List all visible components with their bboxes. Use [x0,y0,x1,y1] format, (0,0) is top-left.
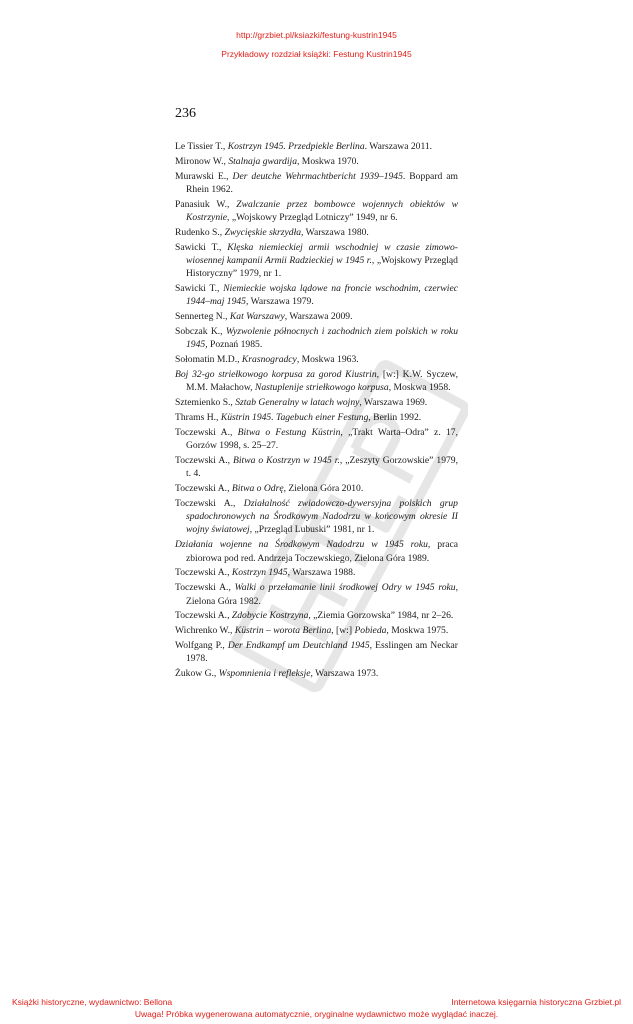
entry-text: Thrams H., [175,412,221,424]
bibliography-entry [175,368,458,394]
entry-title: Zwalczanie przez bombowce wojennych obiektów w Kostrzynie [186,198,458,224]
entry-text: , „Zeszyty Gorzowskie” 1979, t. 4. [186,455,458,480]
bibliography-entry [175,482,458,495]
sample-chapter-note: Przykładowy rozdział książki: Festung Kustrin1945 [221,49,412,59]
bibliography-entry [175,411,458,424]
entry-text: Toczewski A., [175,498,244,510]
bibliography-entry [175,426,458,452]
entry-text: Sobczak K., [175,326,226,338]
entry-text: , „Przegląd Lubuski” 1981, nr 1. [249,524,375,536]
entry-title: Sztab Generalny w latach wojny [235,397,360,409]
entry-title: Bitwa o Festung Küstrin [237,427,341,438]
bibliography-entry [175,639,458,665]
entry-text: Rudenko S., [175,226,225,238]
entry-title: Kostrzyn 1945. Przedpiekle Berlina [227,141,365,152]
bibliography-entry [175,454,458,480]
entry-text: Toczewski A., [175,567,232,579]
entry-text: Mironow W., [175,155,229,167]
entry-title: Der Endkampf um Deutchland 1945 [227,640,370,652]
entry-title: Działalność zwiadowczo-dywersyjna polskich grup spadochronowych na Środkowym Nadodrzu w końcowym okresie II wojny światowej [186,498,458,536]
entry-title: Zwycięskie skrzydła [224,226,302,238]
entry-title: Kat Warszawy [229,311,285,323]
entry-title: Kostrzyn 1945 [231,567,288,579]
bibliography-entry [175,282,458,308]
entry-title: Der deutche Wehrmachtbericht 1939–1945 [232,170,403,182]
entry-title: Boj 32-go striełkowogo korpusa za gorod Kiustrin [175,369,377,381]
footer-bookstore[interactable]: Internetowa księgarnia historyczna Grzbiet.pl [451,997,621,1007]
entry-text: Toczewski A., [175,610,232,622]
entry-title: Pobieda [354,625,387,637]
entry-text: Le Tissier T., [175,141,228,152]
bibliography-entry [175,198,458,224]
entry-text: , Esslingen am Neckar 1978. [186,640,458,665]
entry-text: , Warszawa 1979. [245,296,314,308]
entry-text: Sawicki T., [175,241,228,253]
entry-text: Wolfgang P., [175,640,228,652]
entry-title: Küstrin – worota Berlina [234,625,332,637]
entry-title: Bitwa o Odrę [231,483,284,495]
entry-text: Sztemienko S., [175,397,236,409]
bibliography-list [175,140,458,682]
entry-text: , Zielona Góra 1982. [186,582,458,607]
entry-text: , Moskwa 1958. [388,382,451,394]
entry-text: , Moskwa 1963. [296,354,359,366]
entry-title: Działania wojenne na Środkowym Nadodrzu w 1945 roku [175,539,428,551]
entry-text: , Warszawa 1980. [301,226,369,238]
bibliography-entry [175,396,458,409]
entry-text: Sołomatin M.D., [175,354,242,366]
bibliography-entry [175,566,458,579]
entry-title: Wspomnienia i refleksje [218,668,311,680]
entry-title: Krasnogradcy [241,354,297,366]
bibliography-entry [175,241,458,281]
entry-text: , praca zbiorowa pod red. Andrzeja Toczewskiego, Zielona Góra 1989. [186,539,458,564]
bibliography-entry [175,667,458,680]
bibliography-entry [175,581,458,607]
entry-text: Panasiuk W., [175,198,237,210]
entry-text: , Warszawa 1969. [359,397,428,409]
entry-text: , „Ziemia Gorzowska” 1984, nr 2–26. [308,610,454,622]
entry-title: Bitwa o Kostrzyn w 1945 r. [233,455,340,467]
entry-text: Murawski E., [175,170,233,182]
entry-text: Żukow G., [175,668,219,680]
entry-title: Walki o przełamanie linii środkowej Odry w 1945 roku [234,582,456,594]
entry-text: Sawicki T., [175,283,224,295]
entry-text: , „Wojskowy Przegląd Lotniczy” 1949, nr 6. [227,212,398,224]
bibliography-entry [175,353,458,366]
entry-text: , Zielona Góra 2010. [283,483,364,495]
bibliography-entry [175,155,458,168]
entry-text: , Moskwa 1975. [386,625,449,637]
entry-text: Wichrenko W., [175,625,235,637]
entry-text: , Warszawa 1973. [310,668,379,680]
footer-publisher[interactable]: Książki historyczne, wydawnictwo: Bellona [12,997,173,1007]
entry-title: Niemieckie wojska lądowe na froncie wschodnim, czerwiec 1944–maj 1945 [186,283,458,308]
entry-text: , Warszawa 2009. [284,311,353,323]
entry-title: Stalnaja gwardija [228,155,297,167]
entry-text: Toczewski A., [175,455,234,467]
entry-text: Toczewski A., [175,582,235,594]
entry-text: , Berlin 1992. [368,412,422,424]
entry-text: , [w:] K.W. Syczew, M.M. Małachow, [186,369,458,394]
entry-text: , „Trakt Warta–Odra” z. 17, Gorzów 1998, s. 25–27. [186,427,458,452]
footer-notice: Uwaga! Próbka wygenerowana automatycznie, oryginalne wydawnictwo może wyglądać inaczej. [134,1009,499,1019]
entry-text: , Poznań 1985. [205,339,263,351]
entry-title: Küstrin 1945. Tagebuch einer Festung [220,412,369,424]
page-number: 236 [175,106,196,121]
entry-text: , „Wojskowy Przegląd Historyczny” 1979, nr 1. [186,255,458,280]
bibliography-entry [175,310,458,323]
entry-title: Wyzwolenie północnych i zachodnich ziem polskich w roku 1945 [186,326,458,351]
bibliography-entry [175,140,458,153]
bibliography-entry [175,170,458,196]
bibliography-entry [175,325,458,351]
bibliography-entry [175,226,458,239]
entry-title: Zdobycie Kostrzyna [231,610,309,622]
entry-text: . Warszawa 2011. [364,141,433,152]
source-url[interactable]: http://grzbiet.pl/ksiazki/festung-kustrin1945 [236,30,397,40]
entry-title: Klęska niemieckiej armii wschodniej w czasie zimowo-wiosennej kampanii Armii Radzieckiej w 1945 r. [186,241,458,267]
entry-text: Toczewski A., [175,427,238,438]
entry-text: , [w:] [331,625,355,637]
entry-text: Toczewski A., [175,483,232,495]
bibliography-entry [175,609,458,622]
entry-text: , Warszawa 1988. [287,567,356,579]
entry-title: Nastuplenije striełkowogo korpusa [254,382,389,394]
entry-text: . Boppard am Rhein 1962. [186,170,458,195]
entry-text: , Moskwa 1970. [297,155,359,167]
entry-text: Sennerteg N., [175,311,230,323]
bibliography-entry [175,497,458,537]
bibliography-entry [175,624,458,637]
bibliography-entry [175,538,458,564]
